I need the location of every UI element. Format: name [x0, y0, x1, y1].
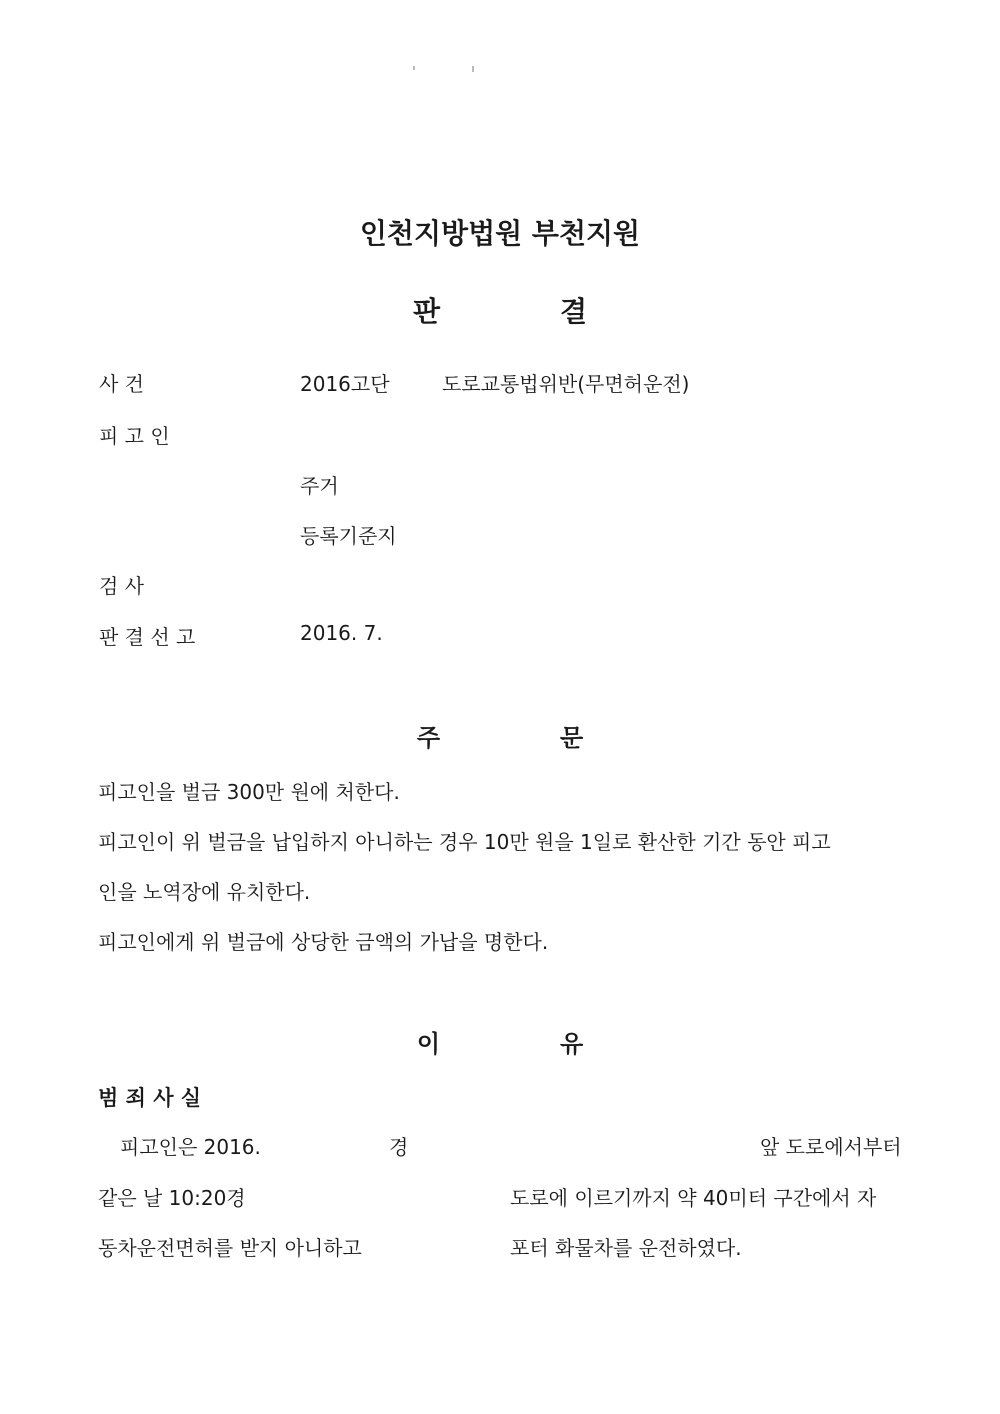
scan-mark [413, 66, 415, 70]
order-line: 피고인에게 위 벌금에 상당한 금액의 가납을 명한다. [98, 930, 549, 954]
judgment-date-label: 판 결 선 고 [99, 625, 196, 649]
reason-heading-char-1: 이 [416, 1030, 440, 1058]
judgment-date-value: 2016. 7. [300, 621, 383, 645]
court-name: 인천지방법원 부천지원 [359, 217, 641, 250]
facts-line-1c: 앞 도로에서부터 [760, 1135, 902, 1159]
order-heading-char-2: 문 [560, 724, 584, 752]
residence-label: 주거 [300, 474, 339, 498]
facts-line-1a: 피고인은 2016. [120, 1135, 261, 1159]
case-name: 도로교통법위반(무면허운전) [442, 372, 690, 396]
prosecutor-label: 검 사 [99, 574, 144, 598]
crime-facts-heading: 범 죄 사 실 [98, 1086, 202, 1110]
defendant-label: 피 고 인 [99, 424, 170, 448]
facts-line-2a: 같은 날 10:20경 [98, 1186, 246, 1210]
case-number: 2016고단 [300, 372, 390, 396]
case-label: 사 건 [99, 372, 144, 396]
order-line: 피고인이 위 벌금을 납입하지 아니하는 경우 10만 원을 1일로 환산한 기간 동안 피고 [98, 830, 831, 854]
order-line: 인을 노역장에 유치한다. [98, 880, 311, 904]
title-char-1: 판 [412, 295, 440, 328]
order-line: 피고인을 벌금 300만 원에 처한다. [98, 780, 400, 804]
facts-line-3a: 동차운전면허를 받지 아니하고 [98, 1236, 362, 1260]
order-heading-char-1: 주 [416, 724, 440, 752]
document-title [0, 290, 1000, 330]
facts-line-1b: 경 [389, 1135, 409, 1159]
order-heading [0, 718, 1000, 753]
reason-heading [0, 1024, 1000, 1059]
reason-heading-char-2: 유 [560, 1030, 584, 1058]
title-char-2: 결 [560, 295, 588, 328]
scan-mark [472, 66, 474, 72]
facts-line-3b: 포터 화물차를 운전하였다. [510, 1236, 742, 1260]
facts-line-2b: 도로에 이르기까지 약 40미터 구간에서 자 [510, 1186, 877, 1210]
registry-label: 등록기준지 [300, 524, 397, 548]
